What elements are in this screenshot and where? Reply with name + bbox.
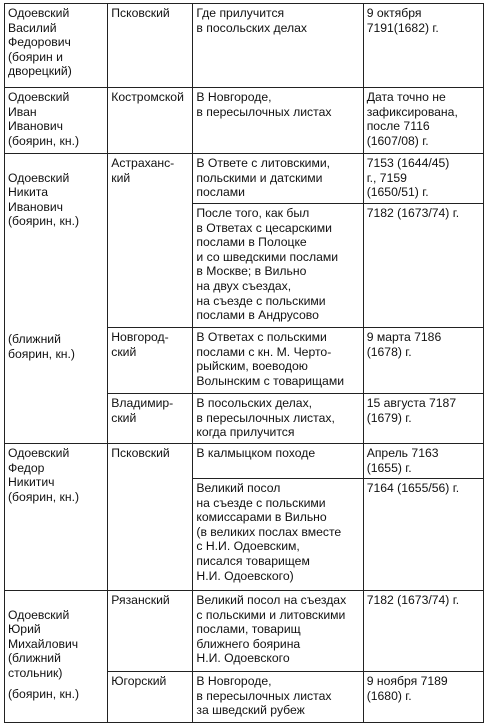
date-cell: 7153 (1644/45) г., 7159 (1650/51) г.: [363, 154, 483, 204]
locality-cell: Владимир- ский: [108, 394, 193, 444]
person-cell: [5, 591, 108, 723]
person-name: Одоевский Юрий Михайлович (ближний стольник): [8, 607, 79, 680]
date-cell: 9 ноября 7189 (1680) г.: [363, 672, 483, 723]
assignment-cell: В Новгороде, в пересылочных листах за шведский рубеж: [193, 672, 363, 723]
assignment-cell: В посольских делах, в пересылочных листах, когда прилучится: [193, 394, 363, 444]
date-cell: 9 октября 7191(1682) г.: [363, 4, 483, 88]
locality-cell: Рязанский: [108, 591, 193, 672]
locality-cell: Югорский: [108, 672, 193, 723]
person-cell: Одоевский Василий Федорович (боярин и дворецкий): [5, 4, 108, 88]
assignment-cell: В калмыцком походе: [193, 444, 363, 479]
table-row: [5, 4, 484, 88]
table-row: [5, 88, 484, 154]
assignment-cell: Великий посол на съезде с польскими комиссарами в Вильно (в великих послах вместе с Н.И. Одоевским, писался товарищем Н.И. Одоевского): [193, 479, 363, 591]
date-cell: Апрель 7163 (1655) г.: [363, 444, 483, 479]
date-cell: 15 августа 7187 (1679) г.: [363, 394, 483, 444]
table-row: [5, 154, 484, 204]
date-cell: 9 марта 7186 (1678) г.: [363, 328, 483, 394]
person-name: Одоевский Никита Иванович (боярин, кн.): [8, 170, 80, 229]
date-cell: 7182 (1673/74) г.: [363, 591, 483, 672]
person-note: (ближний боярин, кн.): [8, 331, 75, 361]
person-cell: Одоевский Иван Иванович (боярин, кн.): [5, 88, 108, 154]
officials-table: [4, 3, 484, 723]
person-cell: Одоевский Федор Никитич (боярин, кн.): [5, 444, 108, 591]
date-cell: 7182 (1673/74) г.: [363, 204, 483, 328]
person-note: (боярин, кн.): [8, 686, 80, 701]
locality-cell: Костромской: [108, 88, 193, 154]
assignment-cell: Великий посол на съездах с польскими и литовскими послами, товарищ ближнего боярина Н.И. Одоевского: [193, 591, 363, 672]
assignment-cell: Где прилучится в посольских делах: [193, 4, 363, 88]
date-cell: 7164 (1655/56) г.: [363, 479, 483, 591]
locality-cell: Псковский: [108, 444, 193, 591]
locality-cell: Астраханс- кий: [108, 154, 193, 328]
assignment-cell: В Новгороде, в пересылочных листах: [193, 88, 363, 154]
date-cell: Дата точно не зафиксирована, после 7116 (1607/08) г.: [363, 88, 483, 154]
assignment-cell: После того, как был в Ответах с цесарскими послами в Полоцке и со шведскими послами в Москве; в Вильно на двух съездах, на съезде с польскими послами в Андрусово: [193, 204, 363, 328]
assignment-cell: В Ответе с литовскими, польскими и датскими послами: [193, 154, 363, 204]
person-cell: [5, 154, 108, 444]
table-row: [5, 444, 484, 479]
assignment-cell: В Ответах с польскими послами с кн. М. Черто- рыйским, воеводою Волынским с товарищами: [193, 328, 363, 394]
locality-cell: Новгород- ский: [108, 328, 193, 394]
table-row: [5, 591, 484, 672]
locality-cell: Псковский: [108, 4, 193, 88]
